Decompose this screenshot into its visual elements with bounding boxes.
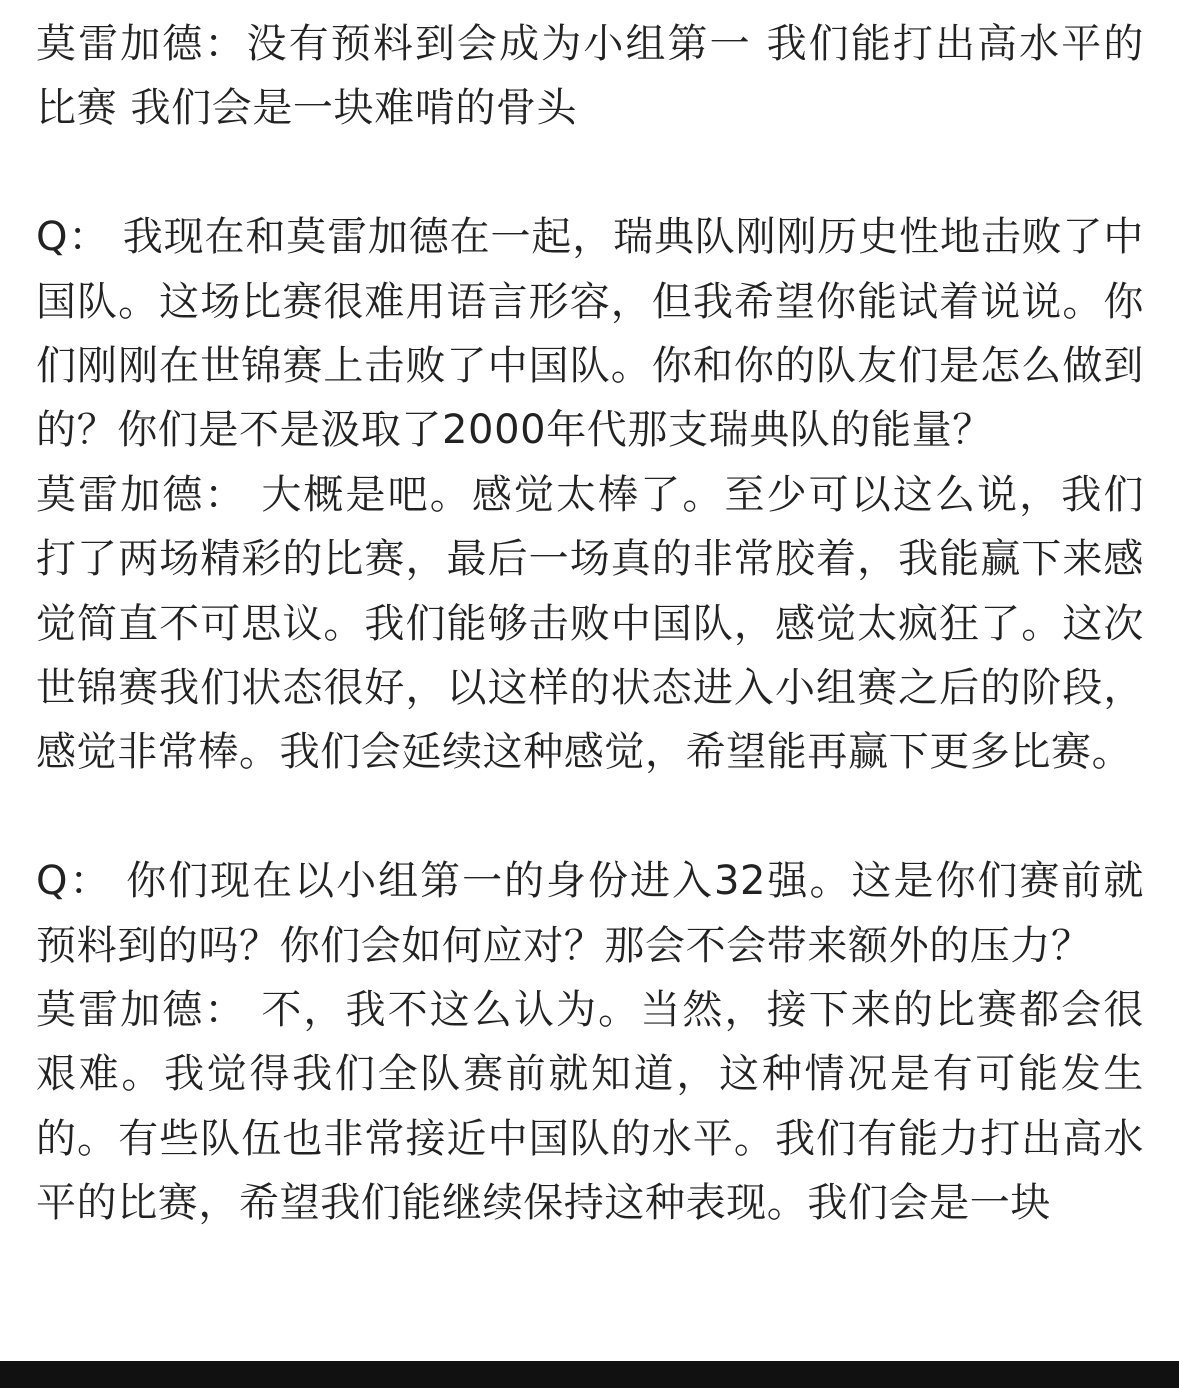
article-body bbox=[36, 12, 1144, 1236]
paragraph-gap bbox=[36, 141, 1144, 205]
paragraph-gap bbox=[36, 785, 1144, 849]
answer-paragraph: 莫雷加德： 大概是吧。感觉太棒了。至少可以这么说，我们打了两场精彩的比赛，最后一场真的非常胶着，我能赢下来感觉简直不可思议。我们能够击败中国队，感觉太疯狂了。这次世锦赛我们状态很好，以这样的状态进入小组赛之后的阶段，感觉非常棒。我们会延续这种感觉，希望能再赢下更多比赛。 bbox=[36, 471, 1144, 776]
answer-paragraph: 莫雷加德： 不，我不这么认为。当然，接下来的比赛都会很艰难。我觉得我们全队赛前就知道，这种情况是有可能发生的。有些队伍也非常接近中国队的水平。我们有能力打出高水平的比赛，希望我们能继续保持这种表现。我们会是一块 bbox=[36, 987, 1144, 1227]
bottom-bar bbox=[0, 1361, 1179, 1388]
headline-paragraph: 莫雷加德：没有预料到会成为小组第一 我们能打出高水平的比赛 我们会是一块难啃的骨头 bbox=[36, 21, 1144, 132]
question-paragraph: Q： 我现在和莫雷加德在一起，瑞典队刚刚历史性地击败了中国队。这场比赛很难用语言形容，但我希望你能试着说说。你们刚刚在世锦赛上击败了中国队。你和你的队友们是怎么做到的？你们是不是汲取了2000年代那支瑞典队的能量？ bbox=[36, 214, 1144, 454]
question-paragraph: Q： 你们现在以小组第一的身份进入32强。这是你们赛前就预料到的吗？你们会如何应对？那会不会带来额外的压力？ bbox=[36, 858, 1144, 969]
